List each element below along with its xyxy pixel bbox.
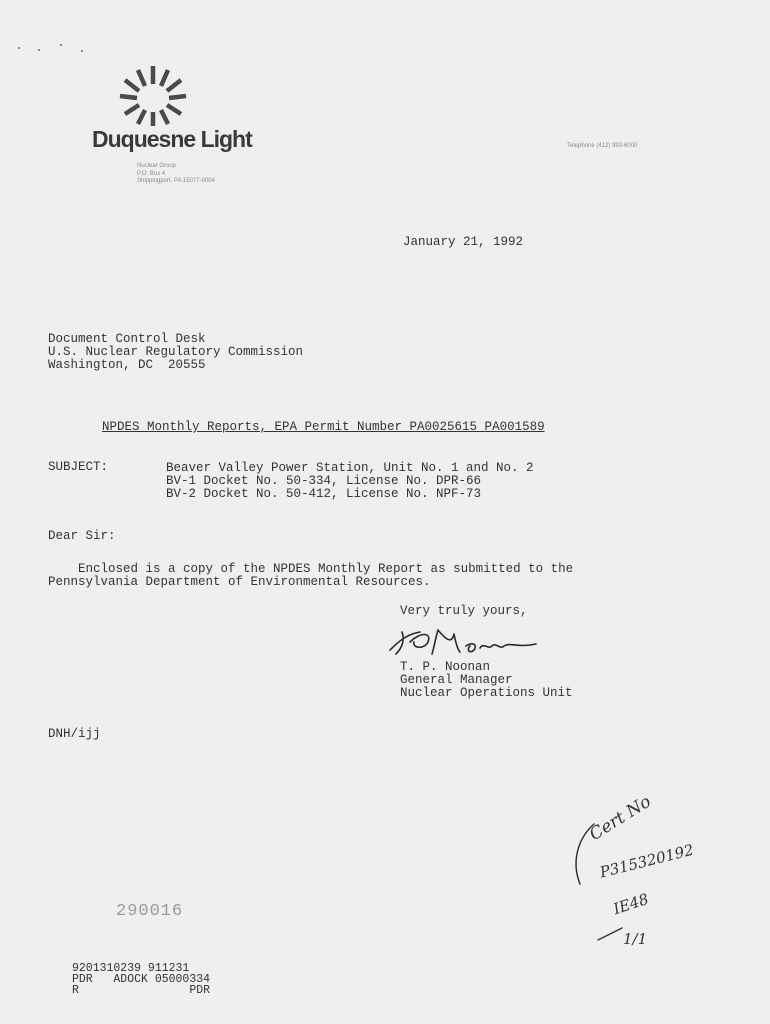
letter-title: NPDES Monthly Reports, EPA Permit Number PA0025615 PA001589 bbox=[102, 420, 545, 434]
letter-date: January 21, 1992 bbox=[403, 235, 524, 249]
subject-label: SUBJECT: bbox=[48, 460, 109, 474]
handwritten-count: 1/1 bbox=[623, 930, 648, 948]
duquesne-sunburst-logo-icon bbox=[118, 62, 188, 128]
letterhead-telephone: Telephone (412) 393-6000 bbox=[567, 143, 638, 149]
subject-lines: Beaver Valley Power Station, Unit No. 1 and No. 2 BV-1 Docket No. 50-334, License No. DPR-66 BV-2 Docket No. 50-412, License No. NPF-73 bbox=[166, 461, 534, 501]
typist-initials: DNH/ijj bbox=[48, 727, 101, 741]
letter-body: Enclosed is a copy of the NPDES Monthly Report as submitted to the Pennsylvania Department of Environmental Resources. bbox=[48, 562, 574, 589]
salutation: Dear Sir: bbox=[48, 529, 116, 543]
handwritten-dash-icon bbox=[596, 924, 626, 944]
company-name: Duquesne Light bbox=[92, 126, 252, 152]
scan-speck bbox=[18, 47, 20, 49]
signer-block: T. P. Noonan General Manager Nuclear Operations Unit bbox=[400, 660, 573, 700]
scan-speck bbox=[81, 50, 83, 52]
footer-docket-codes: 9201310239 911231 PDR ADOCK 05000334 R PDR bbox=[72, 962, 211, 997]
stamp-number: 290016 bbox=[116, 902, 184, 921]
handwritten-cert-no: Cert No bbox=[586, 791, 655, 845]
letterhead-address: Nuclear Group P.O. Box 4 Shippingport, PA 15077-0004 bbox=[137, 163, 215, 184]
recipient-address: Document Control Desk U.S. Nuclear Regulatory Commission Washington, DC 20555 bbox=[48, 332, 304, 372]
scan-speck bbox=[38, 49, 40, 51]
handwritten-code: IE48 bbox=[611, 889, 651, 919]
scan-speck bbox=[60, 44, 62, 46]
handwritten-cert-number: P315320192 bbox=[598, 840, 696, 882]
handwritten-signature-icon bbox=[380, 622, 540, 662]
closing: Very truly yours, bbox=[400, 604, 528, 618]
